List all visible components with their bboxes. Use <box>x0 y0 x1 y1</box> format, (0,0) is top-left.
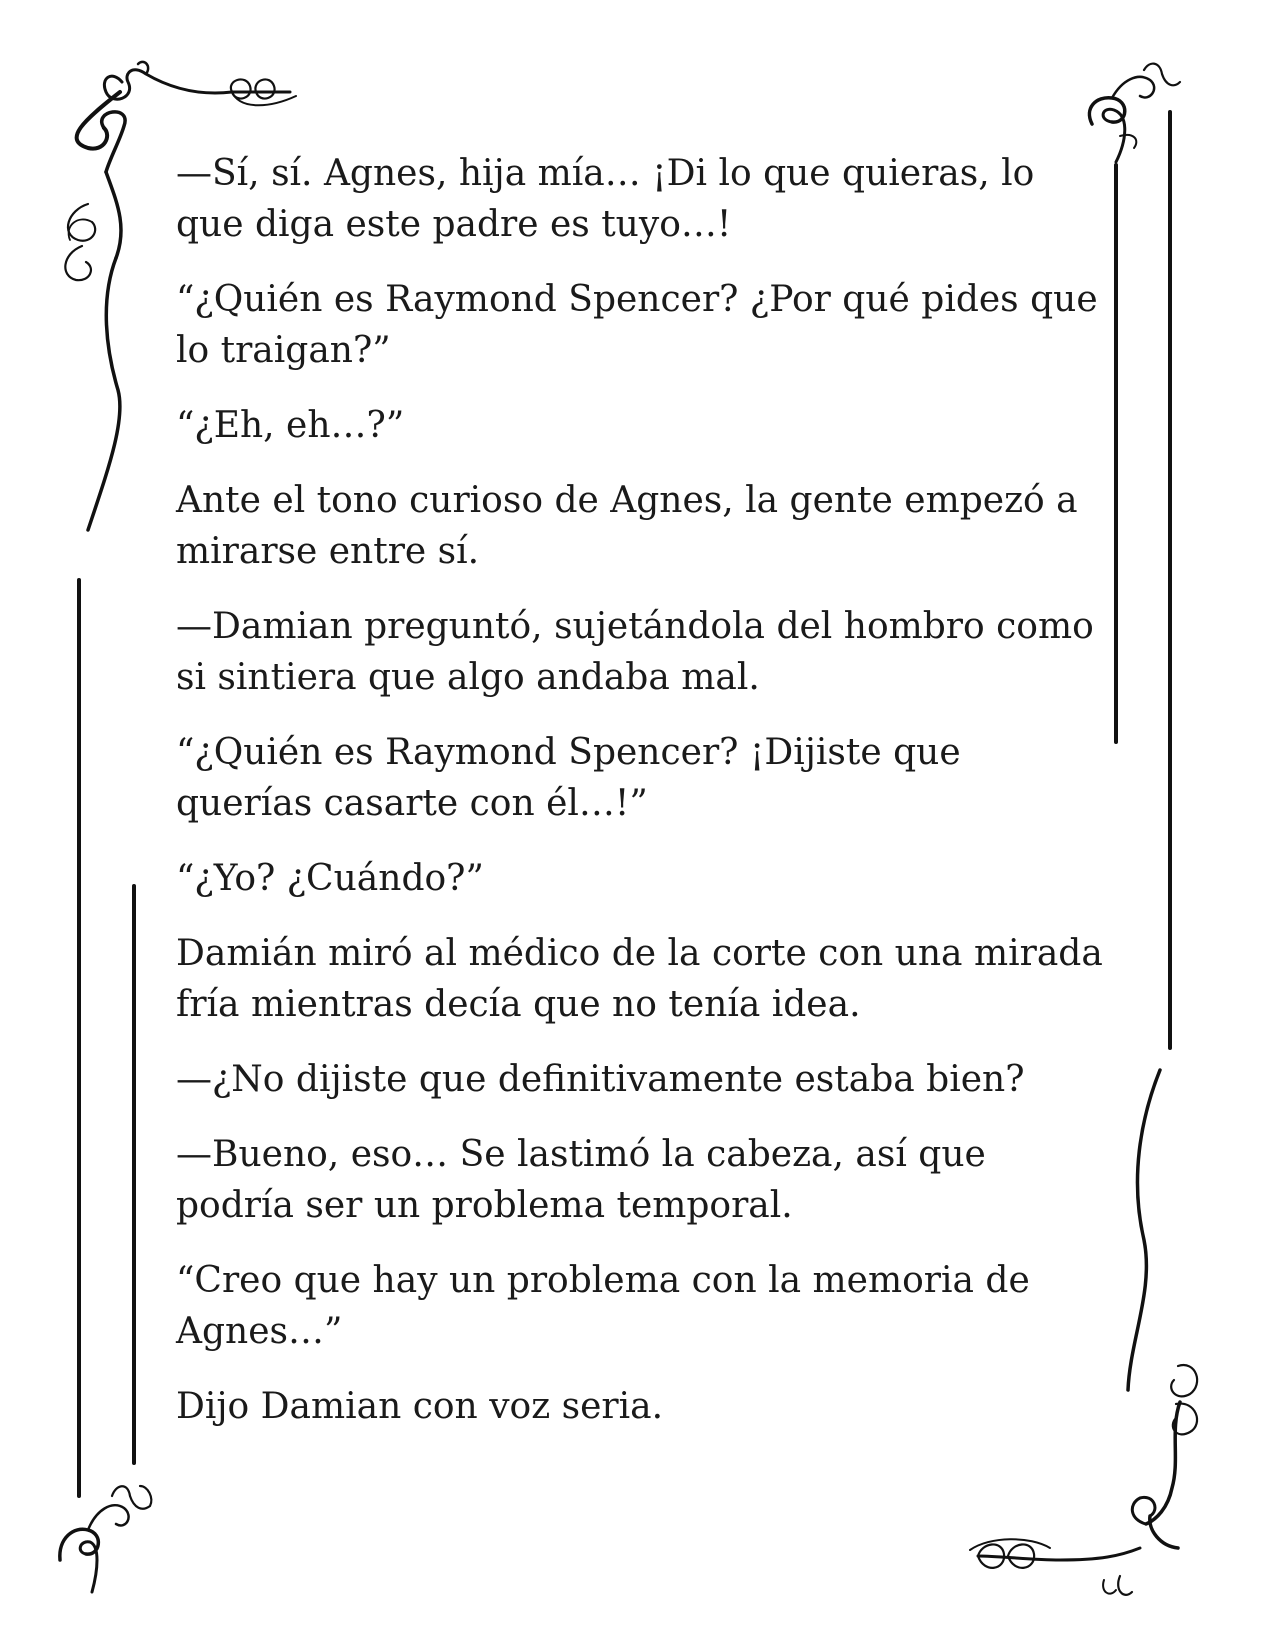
paragraph-7: “¿Yo? ¿Cuándo?” <box>176 858 484 899</box>
paragraph-6: “¿Quién es Raymond Spencer? ¡Dijiste que querías casarte con él…!” <box>176 732 961 824</box>
paragraph-3: “¿Eh, eh…?” <box>176 405 405 446</box>
paragraph-5: —Damian preguntó, sujetándola del hombro como si sintiera que algo andaba mal. <box>176 606 1094 698</box>
paragraph-4: Ante el tono curioso de Agnes, la gente empezó a mirarse entre sí. <box>176 480 1078 572</box>
paragraph-1: —Sí, sí. Agnes, hija mía… ¡Di lo que quieras, lo que diga este padre es tuyo…! <box>176 153 1035 245</box>
paragraph-9: —¿No dijiste que definitivamente estaba bien? <box>176 1059 1025 1100</box>
paragraph-11: “Creo que hay un problema con la memoria de Agnes…” <box>176 1260 1030 1352</box>
bottom-left-flourish <box>60 1486 151 1592</box>
paragraph-12: Dijo Damian con voz seria. <box>176 1386 664 1427</box>
paragraph-2: “¿Quién es Raymond Spencer? ¿Por qué pides que lo traigan?” <box>176 279 1098 371</box>
paragraph-8: Damián miró al médico de la corte con una mirada fría mientras decía que no tenía idea. <box>176 933 1103 1025</box>
paragraph-10: —Bueno, eso… Se lastimó la cabeza, así que podría ser un problema temporal. <box>176 1134 986 1226</box>
story-text <box>176 148 1106 1456</box>
